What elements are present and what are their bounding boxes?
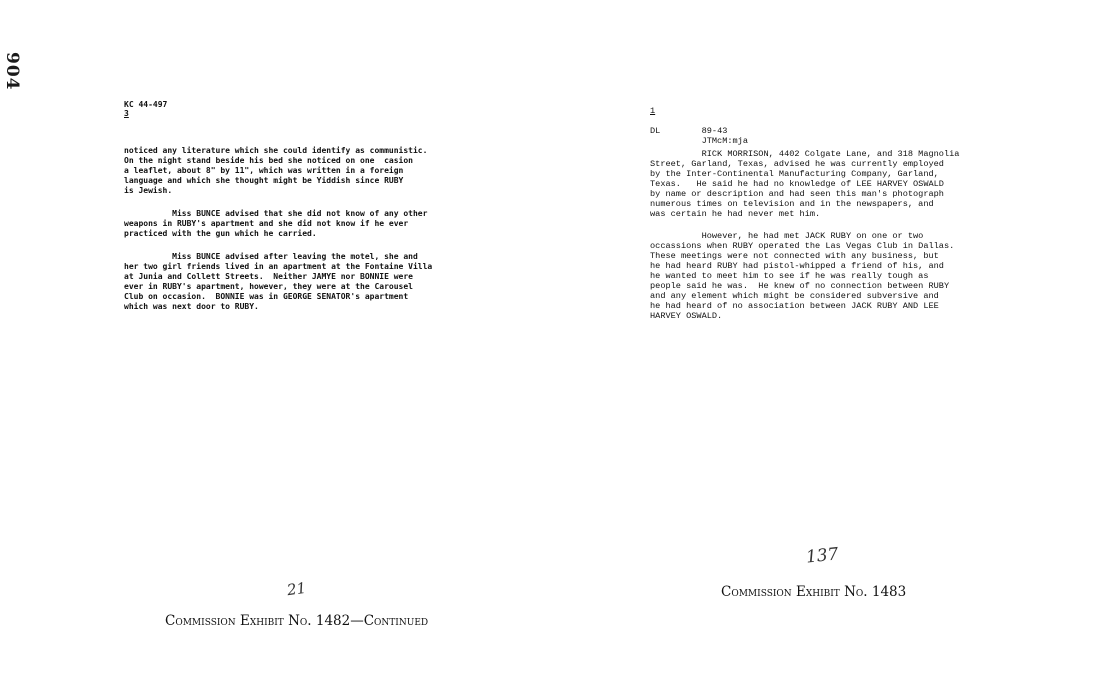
left-text-line: noticed any literature which she could identify as communistic. [124,146,428,155]
right-text-line: occassions when RUBY operated the Las Vegas Club in Dallas. [650,241,955,251]
left-text-line: ever in RUBY's apartment, however, they were at the Carousel [124,282,413,291]
right-text-line: Texas. He said he had no knowledge of LEE HARVEY OSWALD [650,179,944,189]
left-paragraph [124,209,494,239]
left-body [124,146,494,312]
right-text-line: These meetings were not connected with any business, but [650,251,939,261]
left-text-line: practiced with the gun which he carried. [124,229,317,238]
left-document [124,100,494,312]
right-text-line: he had heard RUBY had pistol-whipped a friend of his, and [650,261,944,271]
right-text-line: he had heard of no association between JACK RUBY AND LEE [650,301,939,311]
right-paragraph [650,231,1000,321]
right-text-line: RICK MORRISON, 4402 Colgate Lane, and 318 Magnolia [650,149,960,159]
right-text-line: was certain he had never met him. [650,209,821,219]
right-text-line: HARVEY OSWALD. [650,311,723,321]
left-text-line: her two girl friends lived in an apartment at the Fontaine Villa [124,262,433,271]
left-text-line: is Jewish. [124,186,173,195]
left-handwritten-number: 21 [285,578,308,600]
right-text-line: by name or description and had seen this man's photograph [650,189,944,199]
left-exhibit-caption: Commission Exhibit No. 1482—Continued [165,613,429,629]
right-text-line: and any element which might be considered subversive and [650,291,939,301]
right-text-line: Street, Garland, Texas, advised he was currently employed [650,159,944,169]
left-text-line: On the night stand beside his bed she noticed on one casion [124,156,413,165]
right-text-line: he wanted to meet him to see if he was really tough as [650,271,929,281]
right-text-line: by the Inter-Continental Manufacturing Company, Garland, [650,169,939,179]
left-text-line: weapons in RUBY's apartment and she did not know if he ever [124,219,409,228]
left-file-number: KC 44-497 [124,100,168,109]
left-text-line: which was next door to RUBY. [124,302,259,311]
left-text-line: a leaflet, about 8" by 11", which was written in a foreign [124,166,404,175]
left-page-number: 3 [124,109,129,118]
right-text-line: However, he had met JACK RUBY on one or two [650,231,924,241]
right-text-line: people said he was. He knew of no connection between RUBY [650,281,950,291]
left-text-line: at Junia and Collett Streets. Neither JAMYE nor BONNIE were [124,272,413,281]
right-body [650,149,1000,321]
right-office: DL [650,126,661,136]
right-paragraph [650,149,1000,219]
left-text-line: Miss BUNCE advised that she did not know of any other [124,209,428,218]
right-text-line: numerous times on television and in the newspapers, and [650,199,934,209]
left-paragraph [124,252,494,312]
right-exhibit-caption: Commission Exhibit No. 1483 [721,584,907,600]
left-paragraph [124,146,494,196]
left-text-line: language and which she thought might be Yiddish since RUBY [124,176,404,185]
left-text-line: Club on occasion. BONNIE was in GEORGE SENATOR's apartment [124,292,409,301]
right-header [650,126,1000,146]
page-number: 904 [2,52,22,91]
left-text-line: Miss BUNCE advised after leaving the motel, she and [124,252,418,261]
right-handwritten-number: 137 [805,544,840,568]
right-initials: JTMcM:mja [701,136,748,146]
right-file-number: 89-43 [701,126,728,136]
right-page-number: 1 [650,106,656,116]
right-document [650,106,1000,321]
